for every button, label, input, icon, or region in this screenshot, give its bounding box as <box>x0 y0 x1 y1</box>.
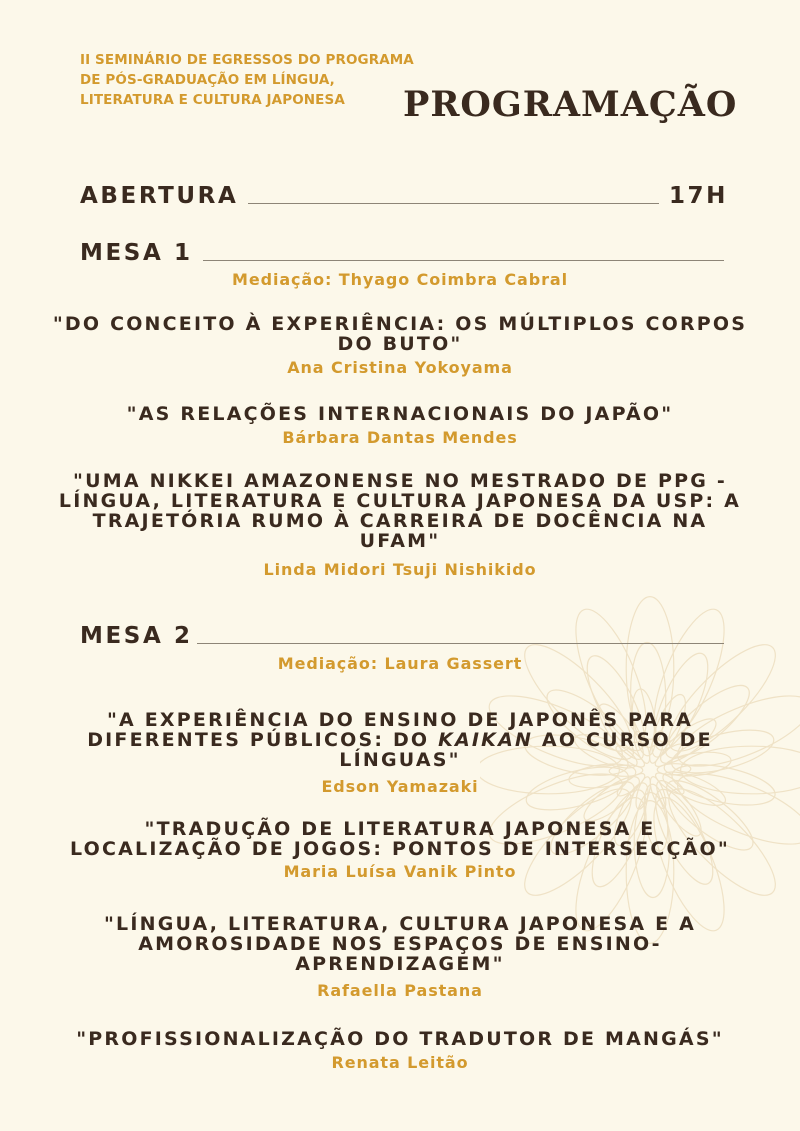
mesa1-row <box>80 239 724 267</box>
talk-speaker: Maria Luísa Vanik Pinto <box>283 862 517 881</box>
talk-speaker: Linda Midori Tsuji Nishikido <box>263 560 537 579</box>
talk-title <box>40 914 760 974</box>
talk-title-line: "LÍNGUA, LITERATURA, CULTURA JAPONESA E A <box>103 913 697 935</box>
talk-title-line: "A EXPERIÊNCIA DO ENSINO DE JAPONÊS PARA <box>106 709 694 731</box>
abertura-time: 17H <box>668 183 728 209</box>
page-title: PROGRAMAÇÃO <box>403 84 738 125</box>
dotted-leader <box>248 203 659 204</box>
abertura-row <box>80 182 728 210</box>
talk-title-line: UFAM" <box>359 530 441 552</box>
mesa2-label: MESA 2 <box>80 623 193 649</box>
talk-title-line: "DO CONCEITO À EXPERIÊNCIA: OS MÚLTIPLOS CORPOS <box>52 313 748 335</box>
talk-title-line: "UMA NIKKEI AMAZONENSE NO MESTRADO DE PPG - <box>73 470 727 492</box>
talk-title-line: AMOROSIDADE NOS ESPAÇOS DE ENSINO- <box>138 933 662 955</box>
talk-speaker: Rafaella Pastana <box>317 981 483 1000</box>
talk-title-line: LÍNGUAS" <box>339 749 461 771</box>
talk-title <box>40 314 760 354</box>
dotted-leader <box>203 260 724 261</box>
organizer-name <box>80 50 414 110</box>
talk-title <box>40 819 760 859</box>
talk-speaker: Ana Cristina Yokoyama <box>287 358 513 377</box>
mesa2-row <box>80 622 724 650</box>
talk-title <box>40 1029 760 1049</box>
talk-title <box>40 404 760 424</box>
talk-title-line: DO BUTO" <box>337 333 463 355</box>
talk-title-line: LÍNGUA, LITERATURA E CULTURA JAPONESA DA USP: A <box>58 490 742 512</box>
talk-title-line: DIFERENTES PÚBLICOS: DO KAIKAN AO CURSO DE <box>87 729 713 751</box>
talk-title-line: "PROFISSIONALIZAÇÃO DO TRADUTOR DE MANGÁS" <box>76 1028 724 1050</box>
mesa1-mediacao: Mediação: Thyago Coimbra Cabral <box>232 270 568 289</box>
talk-title-line: TRAJETÓRIA RUMO À CARREIRA DE DOCÊNCIA NA <box>92 510 708 532</box>
talk-speaker: Bárbara Dantas Mendes <box>282 428 518 447</box>
italic-term: KAIKAN <box>438 729 534 751</box>
mesa2-mediacao: Mediação: Laura Gassert <box>277 654 523 673</box>
abertura-label: ABERTURA <box>80 183 239 209</box>
talk-title <box>40 710 760 770</box>
mesa1-label: MESA 1 <box>80 240 193 266</box>
organizer-line: LITERATURA E CULTURA JAPONESA <box>80 92 345 108</box>
dotted-leader <box>197 643 724 644</box>
talk-speaker: Edson Yamazaki <box>321 777 479 796</box>
organizer-line: DE PÓS-GRADUAÇÃO EM LÍNGUA, <box>80 72 335 88</box>
talk-title-line: "TRADUÇÃO DE LITERATURA JAPONESA E <box>144 818 656 840</box>
talk-title <box>40 471 760 551</box>
talk-title-line: APRENDIZAGEM" <box>295 953 505 975</box>
talk-title-line: LOCALIZAÇÃO DE JOGOS: PONTOS DE INTERSECÇÃO" <box>70 838 730 860</box>
talk-title-line: "AS RELAÇÕES INTERNACIONAIS DO JAPÃO" <box>126 403 674 425</box>
organizer-line: II SEMINÁRIO DE EGRESSOS DO PROGRAMA <box>80 52 414 68</box>
talk-speaker: Renata Leitão <box>331 1053 469 1072</box>
